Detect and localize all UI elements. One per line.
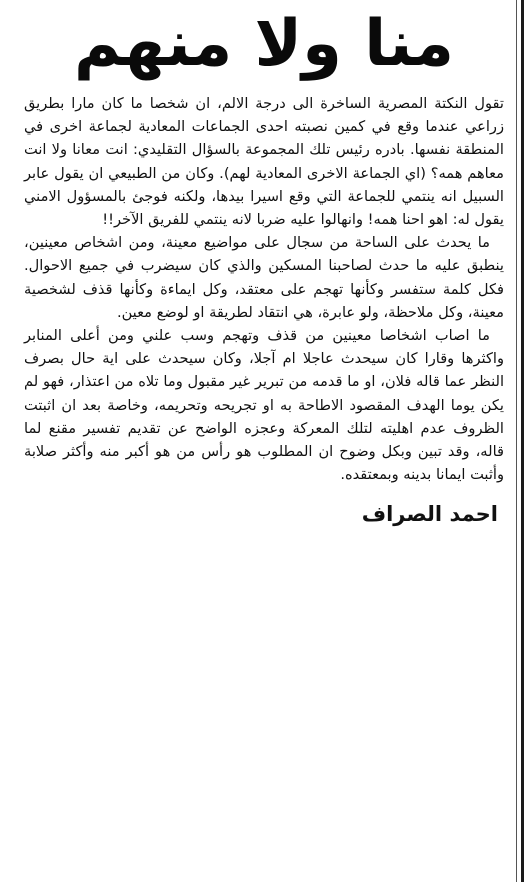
article-body (24, 92, 504, 486)
column-rule-thin (516, 0, 517, 882)
paragraph-1: تقول النكتة المصرية الساخرة الى درجة الالم، ان شخصا ما كان مارا بطريق زراعي عندما وقع في كمين نصبته احدى الجماعات المعادية لجماعة اخرى في المنطقة نفسها. بادره رئيس تلك المجموعة بالسؤال التقليدي: انت معانا ولا انت معاهم همه؟ (اي الجماعة الاخرى المعادية لهم). وكان من الطبيعي ان يقول عابر السبيل انه ينتمي للجماعة التي وقع اسيرا بيدها، ولكنه فوجئ بالمسؤول الامني يقول له: اهو احنا همه! وانهالوا عليه ضربا لانه ينتمي للفريق الآخر!! (24, 95, 504, 229)
column-rule (521, 0, 524, 882)
paragraph-2: ما يحدث على الساحة من سجال على مواضيع معينة، ومن اشخاص معينين، ينطبق عليه ما حدث لصاحبنا المسكين والذي كان سيضرب في جميع الاحوال. فكل كلمة ستفسر وكأنها تهجم على معتقد، وكل ايماءة وكأنها قذف لشخصية معينة، وكل ملاحظة، ولو عابرة، هي انتقاد لطريقة او لوضع معين. (24, 234, 504, 321)
headline: منا ولا منهم (74, 7, 454, 81)
paragraph-3: ما اصاب اشخاصا معينين من قذف وتهجم وسب علني ومن أعلى المنابر واكثرها وقارا كان سيحدث عاجلا ام آجلا، وكان سيحدث على اية حال بصرف النظر عما قاله فلان، او ما قدمه من تبرير غير مقبول وما تلاه من اعتذار، فهو لم يكن يوما الهدف المقصود الاطاحة به او تجريحه وتحريمه، وخاصة بعد ان اثبتت الظروف عدم اهليته لتلك المعركة وعجزه الواضح عن تقديم تفسير مقنع لما قاله، وقد تبين وبكل وضوح ان المطلوب هو رأس من هو أكبر منه وأكثر صلابة وأثبت ايمانا بدينه وبمعتقده. (24, 327, 504, 484)
author-byline: احمد الصراف (361, 502, 498, 527)
